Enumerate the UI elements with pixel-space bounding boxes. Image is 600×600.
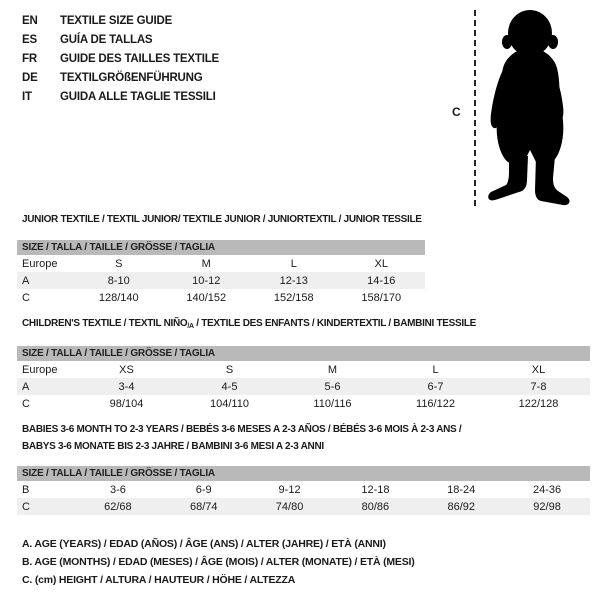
size-cell: XS <box>119 363 134 376</box>
table-row-height <box>17 289 425 306</box>
size-cell: 98/104 <box>109 397 144 410</box>
babies-table-title <box>22 421 461 455</box>
language-code: DE <box>22 72 38 84</box>
size-cell: 7-8 <box>530 380 547 393</box>
height-measure-dashed-line <box>474 10 476 206</box>
size-cell: M <box>201 257 211 270</box>
size-cell: 12-18 <box>361 483 390 496</box>
size-cell: 122/128 <box>518 397 559 410</box>
table-row-europe <box>17 361 590 378</box>
babies-size-table <box>17 466 590 515</box>
size-cell: 5-6 <box>324 380 341 393</box>
size-header-label: SIZE / TALLA / TAILLE / GRÖSSE / TAGLIA <box>22 468 215 479</box>
height-measure-label: C <box>452 105 461 119</box>
language-row-es <box>22 31 219 50</box>
size-cell: 86/92 <box>447 500 475 513</box>
language-row-fr <box>22 50 219 69</box>
table-row-age <box>17 272 425 289</box>
size-cell: 110/116 <box>313 397 352 410</box>
footnote-c: C. (cm) HEIGHT / ALTURA / HAUTEUR / HÖHE / ALTEZZA <box>22 574 296 586</box>
row-label: Europe <box>22 257 58 270</box>
size-cell: XL <box>531 363 546 376</box>
language-title: GUIDE DES TAILLES TEXTILE <box>60 53 219 65</box>
size-header-label: SIZE / TALLA / TAILLE / GRÖSSE / TAGLIA <box>22 348 215 359</box>
size-cell: 3-4 <box>118 380 135 393</box>
size-cell: 12-13 <box>279 274 308 287</box>
footnote-b: B. AGE (MONTHS) / EDAD (MESES) / ÂGE (MOIS) / ALTER (MONATE) / ETÀ (MESI) <box>22 556 415 568</box>
size-cell: 4-5 <box>221 380 238 393</box>
junior-size-table <box>17 240 425 306</box>
row-label: A <box>22 274 30 287</box>
footnote-a: A. AGE (YEARS) / EDAD (AÑOS) / ÂGE (ANS) / ALTER (JAHRE) / ETÀ (ANNI) <box>22 538 386 550</box>
children-title-part: CHILDREN'S TEXTILE / TEXTIL NIÑO <box>22 318 188 329</box>
table-row-months <box>17 481 590 498</box>
language-title: TEXTILGRÖßENFÜHRUNG <box>60 72 203 84</box>
size-cell: 24-36 <box>532 483 562 496</box>
size-cell: 80/86 <box>361 500 390 513</box>
size-header-label: SIZE / TALLA / TAILLE / GRÖSSE / TAGLIA <box>22 242 215 253</box>
table-row-age <box>17 378 590 395</box>
size-cell: 6-7 <box>427 380 444 393</box>
size-header-bar <box>17 240 425 255</box>
language-list <box>22 12 219 107</box>
size-cell: 9-12 <box>278 483 301 496</box>
language-title: TEXTILE SIZE GUIDE <box>60 15 173 27</box>
size-cell: 74/80 <box>275 500 304 513</box>
size-cell: M <box>327 363 338 376</box>
row-label: C <box>22 500 30 513</box>
size-cell: 104/110 <box>210 397 249 410</box>
row-label: A <box>22 380 30 393</box>
size-cell: 68/74 <box>189 500 218 513</box>
size-cell: 3-6 <box>109 483 126 496</box>
size-header-bar <box>17 466 590 481</box>
baby-silhouette-icon <box>481 8 573 208</box>
babies-title-line1: BABIES 3-6 MONTH TO 2-3 YEARS / BEBÉS 3-6 MESES A 2-3 AÑOS / BÉBÉS 3-6 MOIS À 2-3 ANS / <box>22 424 462 435</box>
children-size-table <box>17 346 590 412</box>
table-row-europe <box>17 255 425 272</box>
size-cell: 152/158 <box>273 291 314 304</box>
language-code: ES <box>22 34 37 46</box>
language-code: FR <box>22 53 37 65</box>
language-row-de <box>22 69 219 88</box>
size-cell: 6-9 <box>195 483 212 496</box>
language-title: GUIDA ALLE TAGLIE TESSILI <box>60 91 216 103</box>
footnotes <box>22 535 415 589</box>
size-cell: 116/122 <box>416 397 455 410</box>
language-title: GUÍA DE TALLAS <box>60 34 153 46</box>
babies-title-line2: BABYS 3-6 MONATE BIS 2-3 JAHRE / BAMBINI 3-6 MESI A 2-3 ANNI <box>22 441 324 452</box>
size-cell: S <box>115 257 123 270</box>
junior-table-title: JUNIOR TEXTILE / TEXTIL JUNIOR/ TEXTILE JUNIOR / JUNIORTEXTIL / JUNIOR TESSILE <box>22 214 422 225</box>
language-row-it <box>22 88 219 107</box>
size-cell: XL <box>374 257 388 270</box>
size-cell: 14-16 <box>367 274 396 287</box>
row-label: Europe <box>22 363 58 376</box>
size-cell: 62/68 <box>104 500 132 513</box>
table-row-height <box>17 395 590 412</box>
language-row-en <box>22 12 219 31</box>
row-label: C <box>22 397 30 410</box>
table-row-height <box>17 498 590 515</box>
language-code: IT <box>22 91 32 103</box>
size-cell: 10-12 <box>192 274 221 287</box>
size-cell: 158/170 <box>361 291 402 304</box>
size-cell: L <box>290 257 297 270</box>
size-header-bar <box>17 346 590 361</box>
size-cell: 128/140 <box>98 291 139 304</box>
size-cell: L <box>432 363 439 376</box>
children-table-title <box>22 318 476 330</box>
size-cell: 18-24 <box>447 483 476 496</box>
row-label: B <box>22 483 30 496</box>
size-cell: 8-10 <box>107 274 130 287</box>
children-title-part: / TEXTILE DES ENFANTS / KINDERTEXTIL / BAMBINI TESSILE <box>193 318 477 329</box>
row-label: C <box>22 291 30 304</box>
size-cell: 140/152 <box>186 291 227 304</box>
children-title-subscript: /A <box>187 323 194 330</box>
size-cell: 92/98 <box>533 500 561 513</box>
language-code: EN <box>22 15 38 27</box>
size-cell: S <box>225 363 234 376</box>
